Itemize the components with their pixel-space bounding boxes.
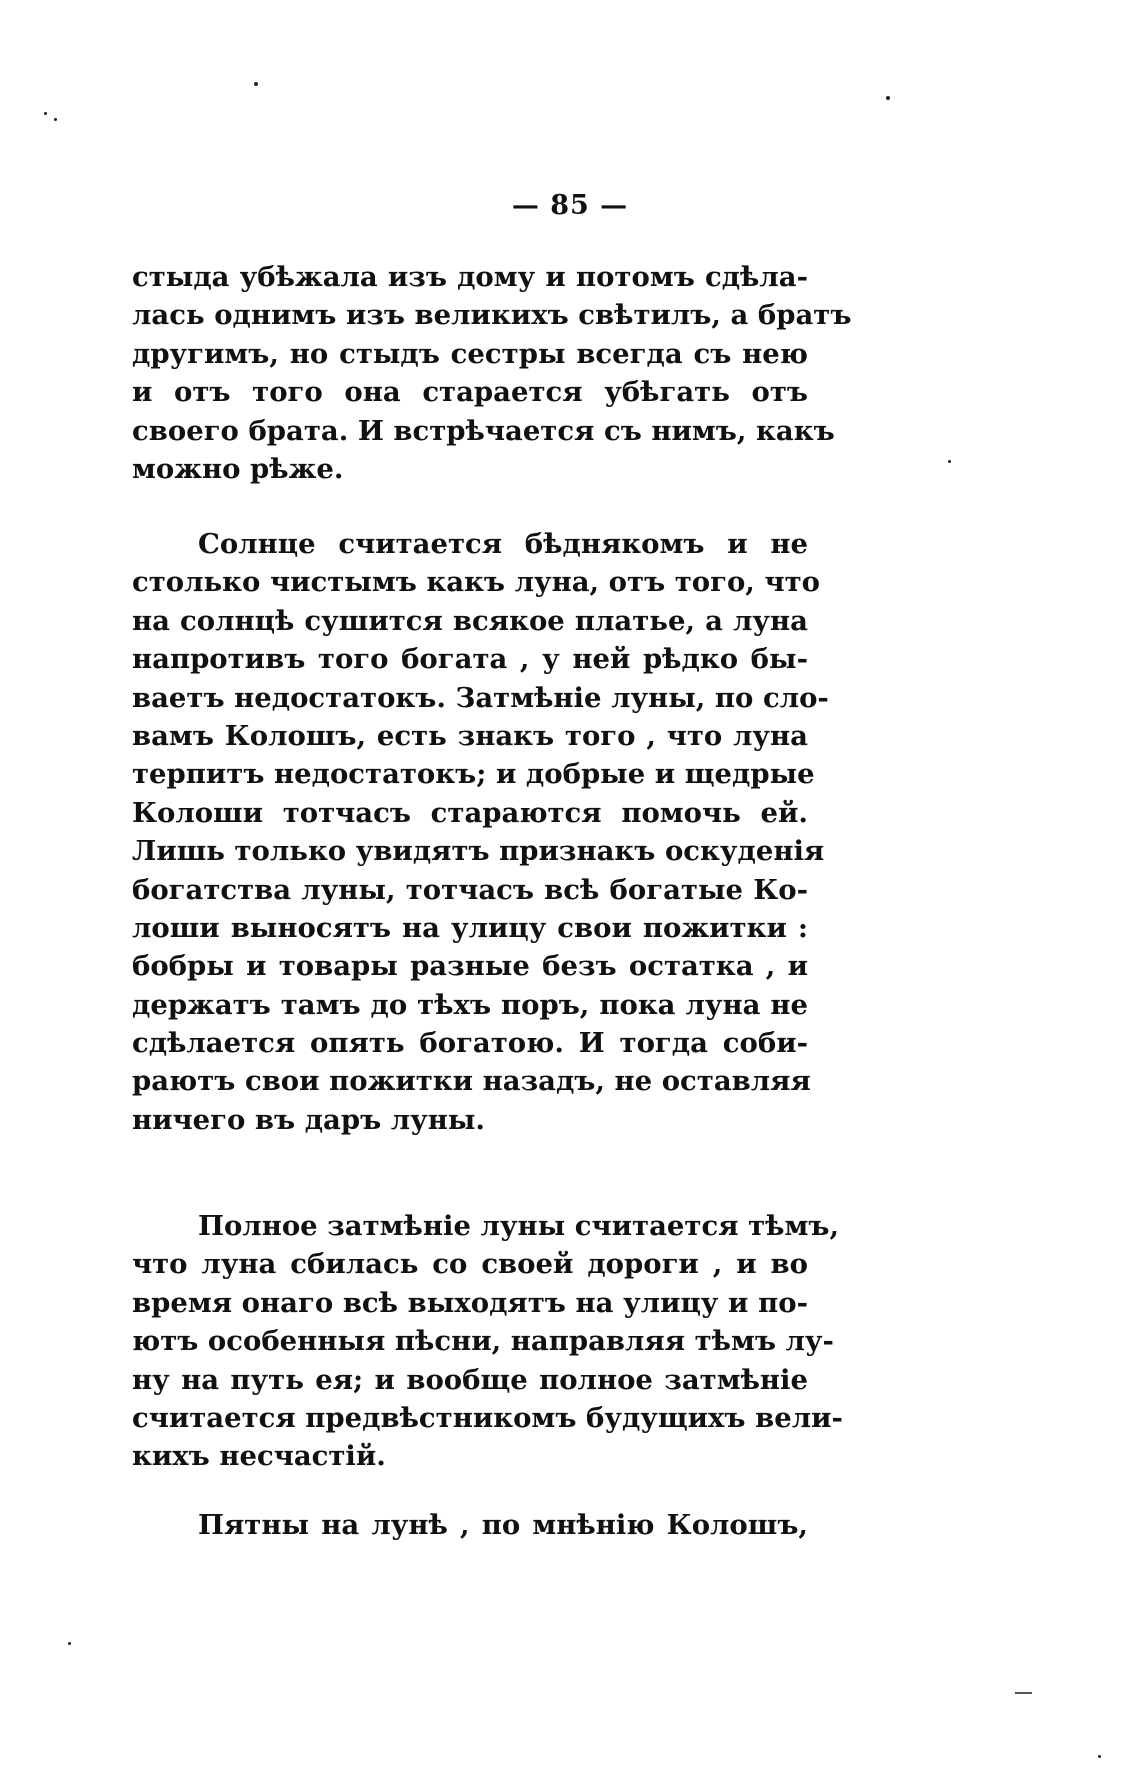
text-line: Колоши тотчасъ стараются помочь ей. — [132, 796, 808, 829]
text-line: лоши выносятъ на улицу свои пожитки : — [132, 911, 808, 944]
text-line: кихъ несчастій. — [132, 1440, 386, 1473]
scan-mark — [1015, 1692, 1032, 1694]
text-line: время онаго всѣ выходятъ на улицу и по- — [132, 1286, 808, 1319]
scan-speck — [68, 1642, 71, 1645]
scan-speck — [54, 118, 57, 121]
text-line: своего брата. И встрѣчается съ нимъ, какъ — [132, 414, 835, 447]
text-line: Лишь только увидятъ признакъ оскуденія — [132, 835, 825, 868]
text-line: Пятны на лунѣ , по мнѣнію Колошъ, — [198, 1509, 808, 1541]
text-line: терпитъ недостатокъ; и добрые и щедрые — [132, 758, 815, 791]
scan-speck — [254, 82, 258, 86]
text-line: раютъ свои пожитки назадъ, не оставляя — [132, 1065, 811, 1098]
paragraph-4 — [132, 1506, 808, 1544]
text-line: сдѣлается опять богатою. И тогда соби- — [132, 1027, 808, 1060]
text-line: держатъ тамъ до тѣхъ поръ, пока луна не — [132, 988, 808, 1021]
text-line: столько чистымъ какъ луна, отъ того, что — [132, 566, 820, 599]
text-line: Солнце считается бѣднякомъ и не — [198, 528, 808, 560]
text-line: Полное затмѣніе луны считается тѣмъ, — [198, 1210, 840, 1242]
page-number: — 85 — — [511, 190, 629, 221]
text-line: можно рѣже. — [132, 452, 344, 485]
text-line: что луна сбилась со своей дороги , и во — [132, 1248, 808, 1281]
paragraph-3 — [132, 1207, 843, 1476]
text-line: и отъ того она старается убѣгать отъ — [132, 376, 808, 409]
scan-speck — [1098, 1755, 1101, 1758]
text-line: напротивъ того богата , у ней рѣдко бы- — [132, 643, 808, 676]
paragraph-1 — [132, 258, 852, 488]
text-line: считается предвѣстникомъ будущихъ вели- — [132, 1401, 843, 1434]
text-line: ваетъ недостатокъ. Затмѣніе луны, по сло- — [132, 681, 829, 714]
text-line: лась однимъ изъ великихъ свѣтилъ, а братъ — [132, 299, 852, 332]
scan-speck — [44, 112, 47, 115]
paragraph-2 — [132, 525, 829, 1139]
text-line: вамъ Колошъ, есть знакъ того , что луна — [132, 719, 808, 752]
text-line: другимъ, но стыдъ сестры всегда съ нею — [132, 337, 808, 370]
scan-speck — [886, 96, 890, 100]
text-line: ничего въ даръ луны. — [132, 1103, 486, 1136]
scan-speck — [948, 460, 951, 463]
text-line: стыда убѣжала изъ дому и потомъ сдѣла- — [132, 261, 808, 293]
text-line: богатства луны, тотчасъ всѣ богатые Ко- — [132, 873, 808, 906]
text-line: бобры и товары разные безъ остатка , и — [132, 950, 808, 983]
text-line: на солнцѣ сушится всякое платье, а луна — [132, 604, 808, 637]
text-line: ну на путь ея; и вообще полное затмѣніе — [132, 1363, 808, 1396]
text-line: ютъ особенныя пѣсни, направляя тѣмъ лу- — [132, 1325, 834, 1358]
